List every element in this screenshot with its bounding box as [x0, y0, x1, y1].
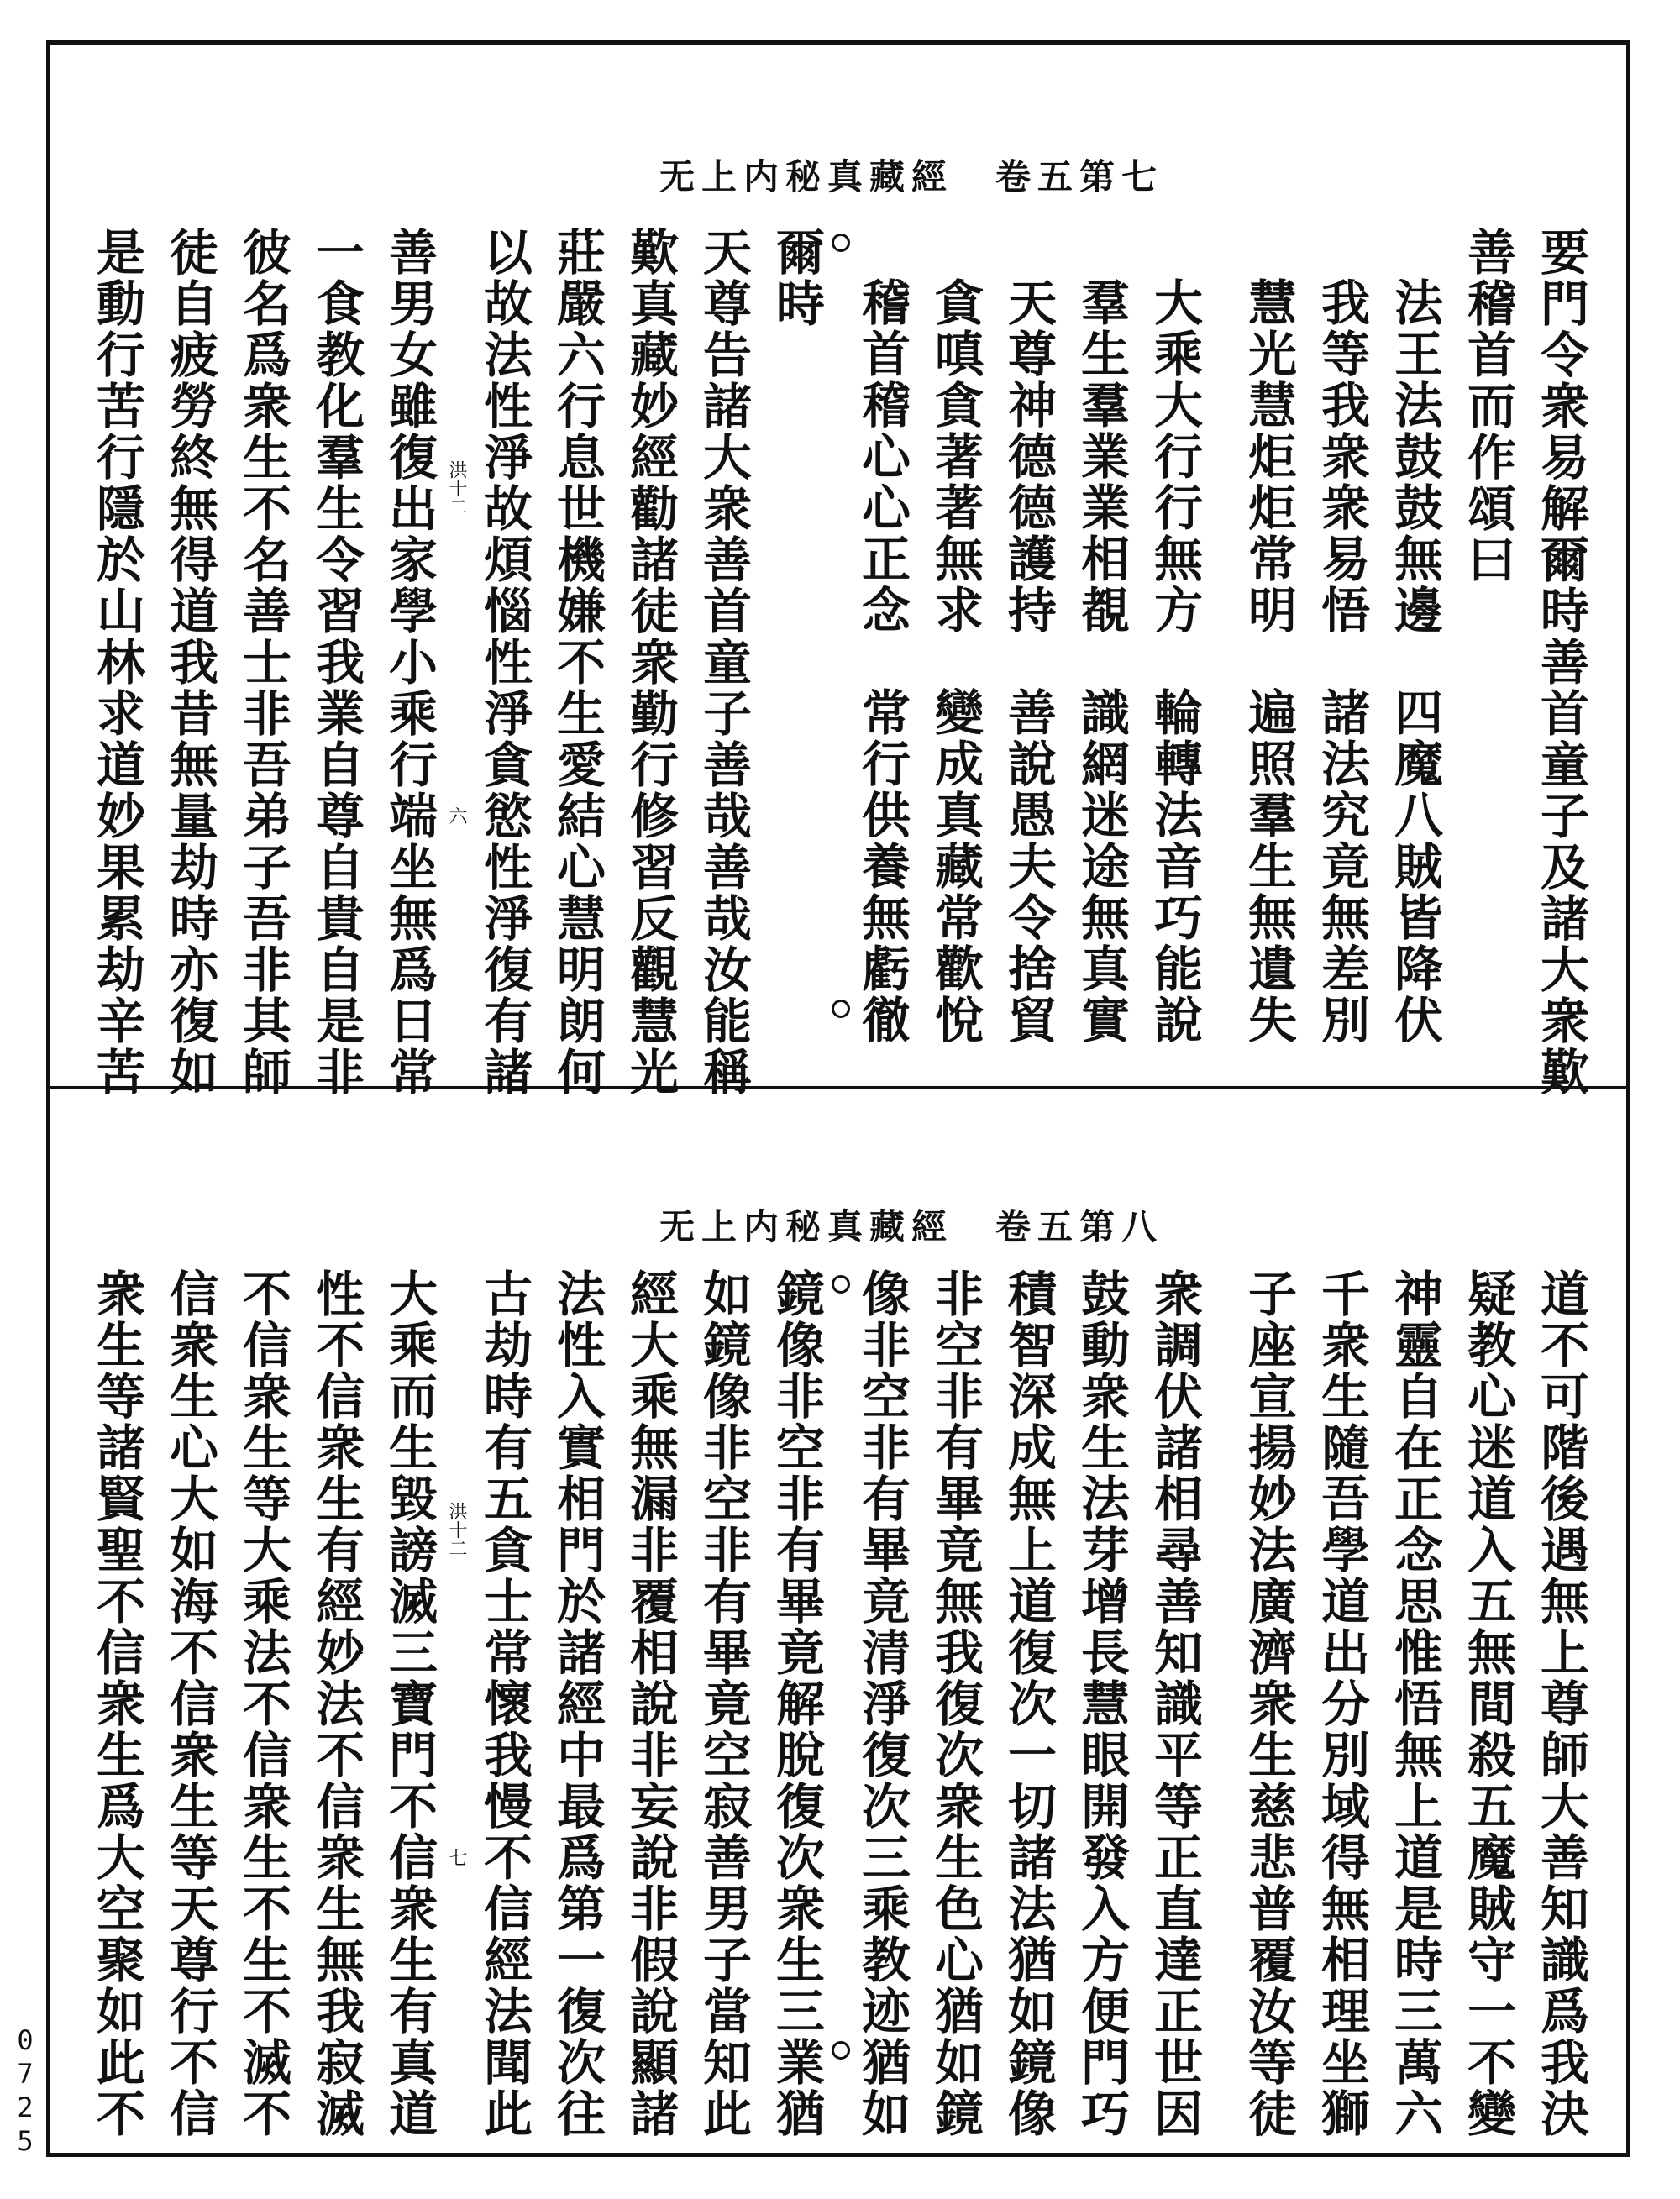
text-column: 慧光慧炬炬常明 遍照羣生無遺失 — [1240, 277, 1297, 1046]
text-column: 羣生羣業業相覩 識網迷途無真實 — [1073, 277, 1130, 1046]
text-column: 信衆生心大如海不信衆生等天尊行不信 — [161, 1268, 218, 2139]
text-column: 古劫時有五貪士常懷我慢不信經法聞此 — [475, 1268, 533, 2139]
text-column: 貪嗔貪著著無求 變成真藏常歡悅 — [927, 277, 984, 1046]
block-marker: 七 — [446, 1848, 467, 1866]
text-column: 神靈自在正念思惟悟無上道是時三萬六 — [1386, 1268, 1443, 2139]
text-column: 如鏡像非空非有畢竟空寂善男子當知此 — [695, 1268, 752, 2139]
text-column: 法王法鼓鼓無邊 四魔八賊皆降伏 — [1386, 277, 1443, 1046]
text-column: 要門令衆易解爾時善首童子及諸大衆歎 — [1532, 227, 1589, 1098]
text-column: 天尊告諸大衆善首童子善哉善哉汝能稱 — [695, 227, 752, 1098]
text-column: 經大乘無漏非覆相說非妄說非假說顯諸 — [622, 1268, 679, 2139]
text-column: 不信衆生等大乘法不信衆生不生不滅不 — [234, 1268, 291, 2139]
text-column: 一食教化羣生令習我業自尊自貴自是非 — [307, 227, 365, 1098]
text-column: 衆調伏諸相尋善知識平等正直達正世因 — [1146, 1268, 1203, 2139]
text-column: 歎真藏妙經勸諸徒衆勤行修習反觀慧光 — [622, 227, 679, 1098]
text-column: 像非空非有畢竟清淨復次三乘教迹猶如 — [853, 1268, 911, 2139]
margin-circle — [832, 1275, 850, 1294]
margin-circle — [832, 1000, 850, 1018]
bottom-running-head: 无上内秘真藏經 卷五第八 — [659, 1206, 1164, 1247]
text-column: 善男女雖復出家學小乘行端坐無爲日常 — [381, 227, 438, 1098]
text-column: 是動行苦行隱於山林求道妙果累劫辛苦 — [88, 227, 145, 1098]
text-column: 千衆生隨吾學道出分別域得無相理坐獅 — [1313, 1268, 1370, 2139]
text-column: 性不信衆生有經妙法不信衆生無我寂滅 — [307, 1268, 365, 2139]
block-marker: 洪十二 — [446, 1502, 467, 1557]
text-column: 善稽首而作頌曰 — [1459, 227, 1516, 585]
block-marker: 六 — [446, 806, 467, 825]
margin-circle — [832, 2041, 850, 2060]
top-running-head: 无上内秘真藏經 卷五第七 — [659, 156, 1164, 197]
text-column: 非空非有畢竟無我復次衆生色心猶如鏡 — [927, 1268, 984, 2139]
text-column: 我等我衆衆易悟 諸法究竟無差別 — [1313, 277, 1370, 1046]
text-column: 徒自疲勞終無得道我昔無量劫時亦復如 — [161, 227, 218, 1098]
page-number: 0725 — [9, 2024, 41, 2159]
text-column: 彼名爲衆生不名善士非吾弟子吾非其師 — [234, 227, 291, 1098]
block-marker: 洪十二 — [446, 460, 467, 516]
text-column: 天尊神德德護持 善說愚夫令捨貿 — [1000, 277, 1057, 1046]
text-column: 積智深成無上道復次一切諸法猶如鏡像 — [1000, 1268, 1057, 2139]
margin-circle — [832, 234, 850, 252]
text-column: 爾時 — [768, 227, 825, 329]
text-column: 莊嚴六行息世機嫌不生愛結心慧明朗何 — [549, 227, 606, 1098]
text-column: 稽首稽心心正念 常行供養無虧徹 — [853, 277, 911, 1046]
text-column: 鏡像非空非有畢竟解脫復次衆生三業猶 — [768, 1268, 825, 2139]
text-column: 鼓動衆生法芽增長慧眼開發入方便門巧 — [1073, 1268, 1130, 2139]
text-column: 道不可階後遇無上尊師大善知識爲我決 — [1532, 1268, 1589, 2139]
text-column: 疑教心迷道入五無間殺五魔賊守一不變 — [1459, 1268, 1516, 2139]
text-column: 子座宣揚妙法廣濟衆生慈悲普覆汝等徒 — [1240, 1268, 1297, 2139]
text-column: 以故法性淨故煩惱性淨貪慾性淨復有諸 — [475, 227, 533, 1098]
text-column: 大乘大行行無方 輪轉法音巧能說 — [1146, 277, 1203, 1046]
text-column: 法性入實相門於諸經中最爲第一復次往 — [549, 1268, 606, 2139]
text-column: 衆生等諸賢聖不信衆生爲大空聚如此不 — [88, 1268, 145, 2139]
text-column: 大乘而生毀謗滅三寶門不信衆生有真道 — [381, 1268, 438, 2139]
